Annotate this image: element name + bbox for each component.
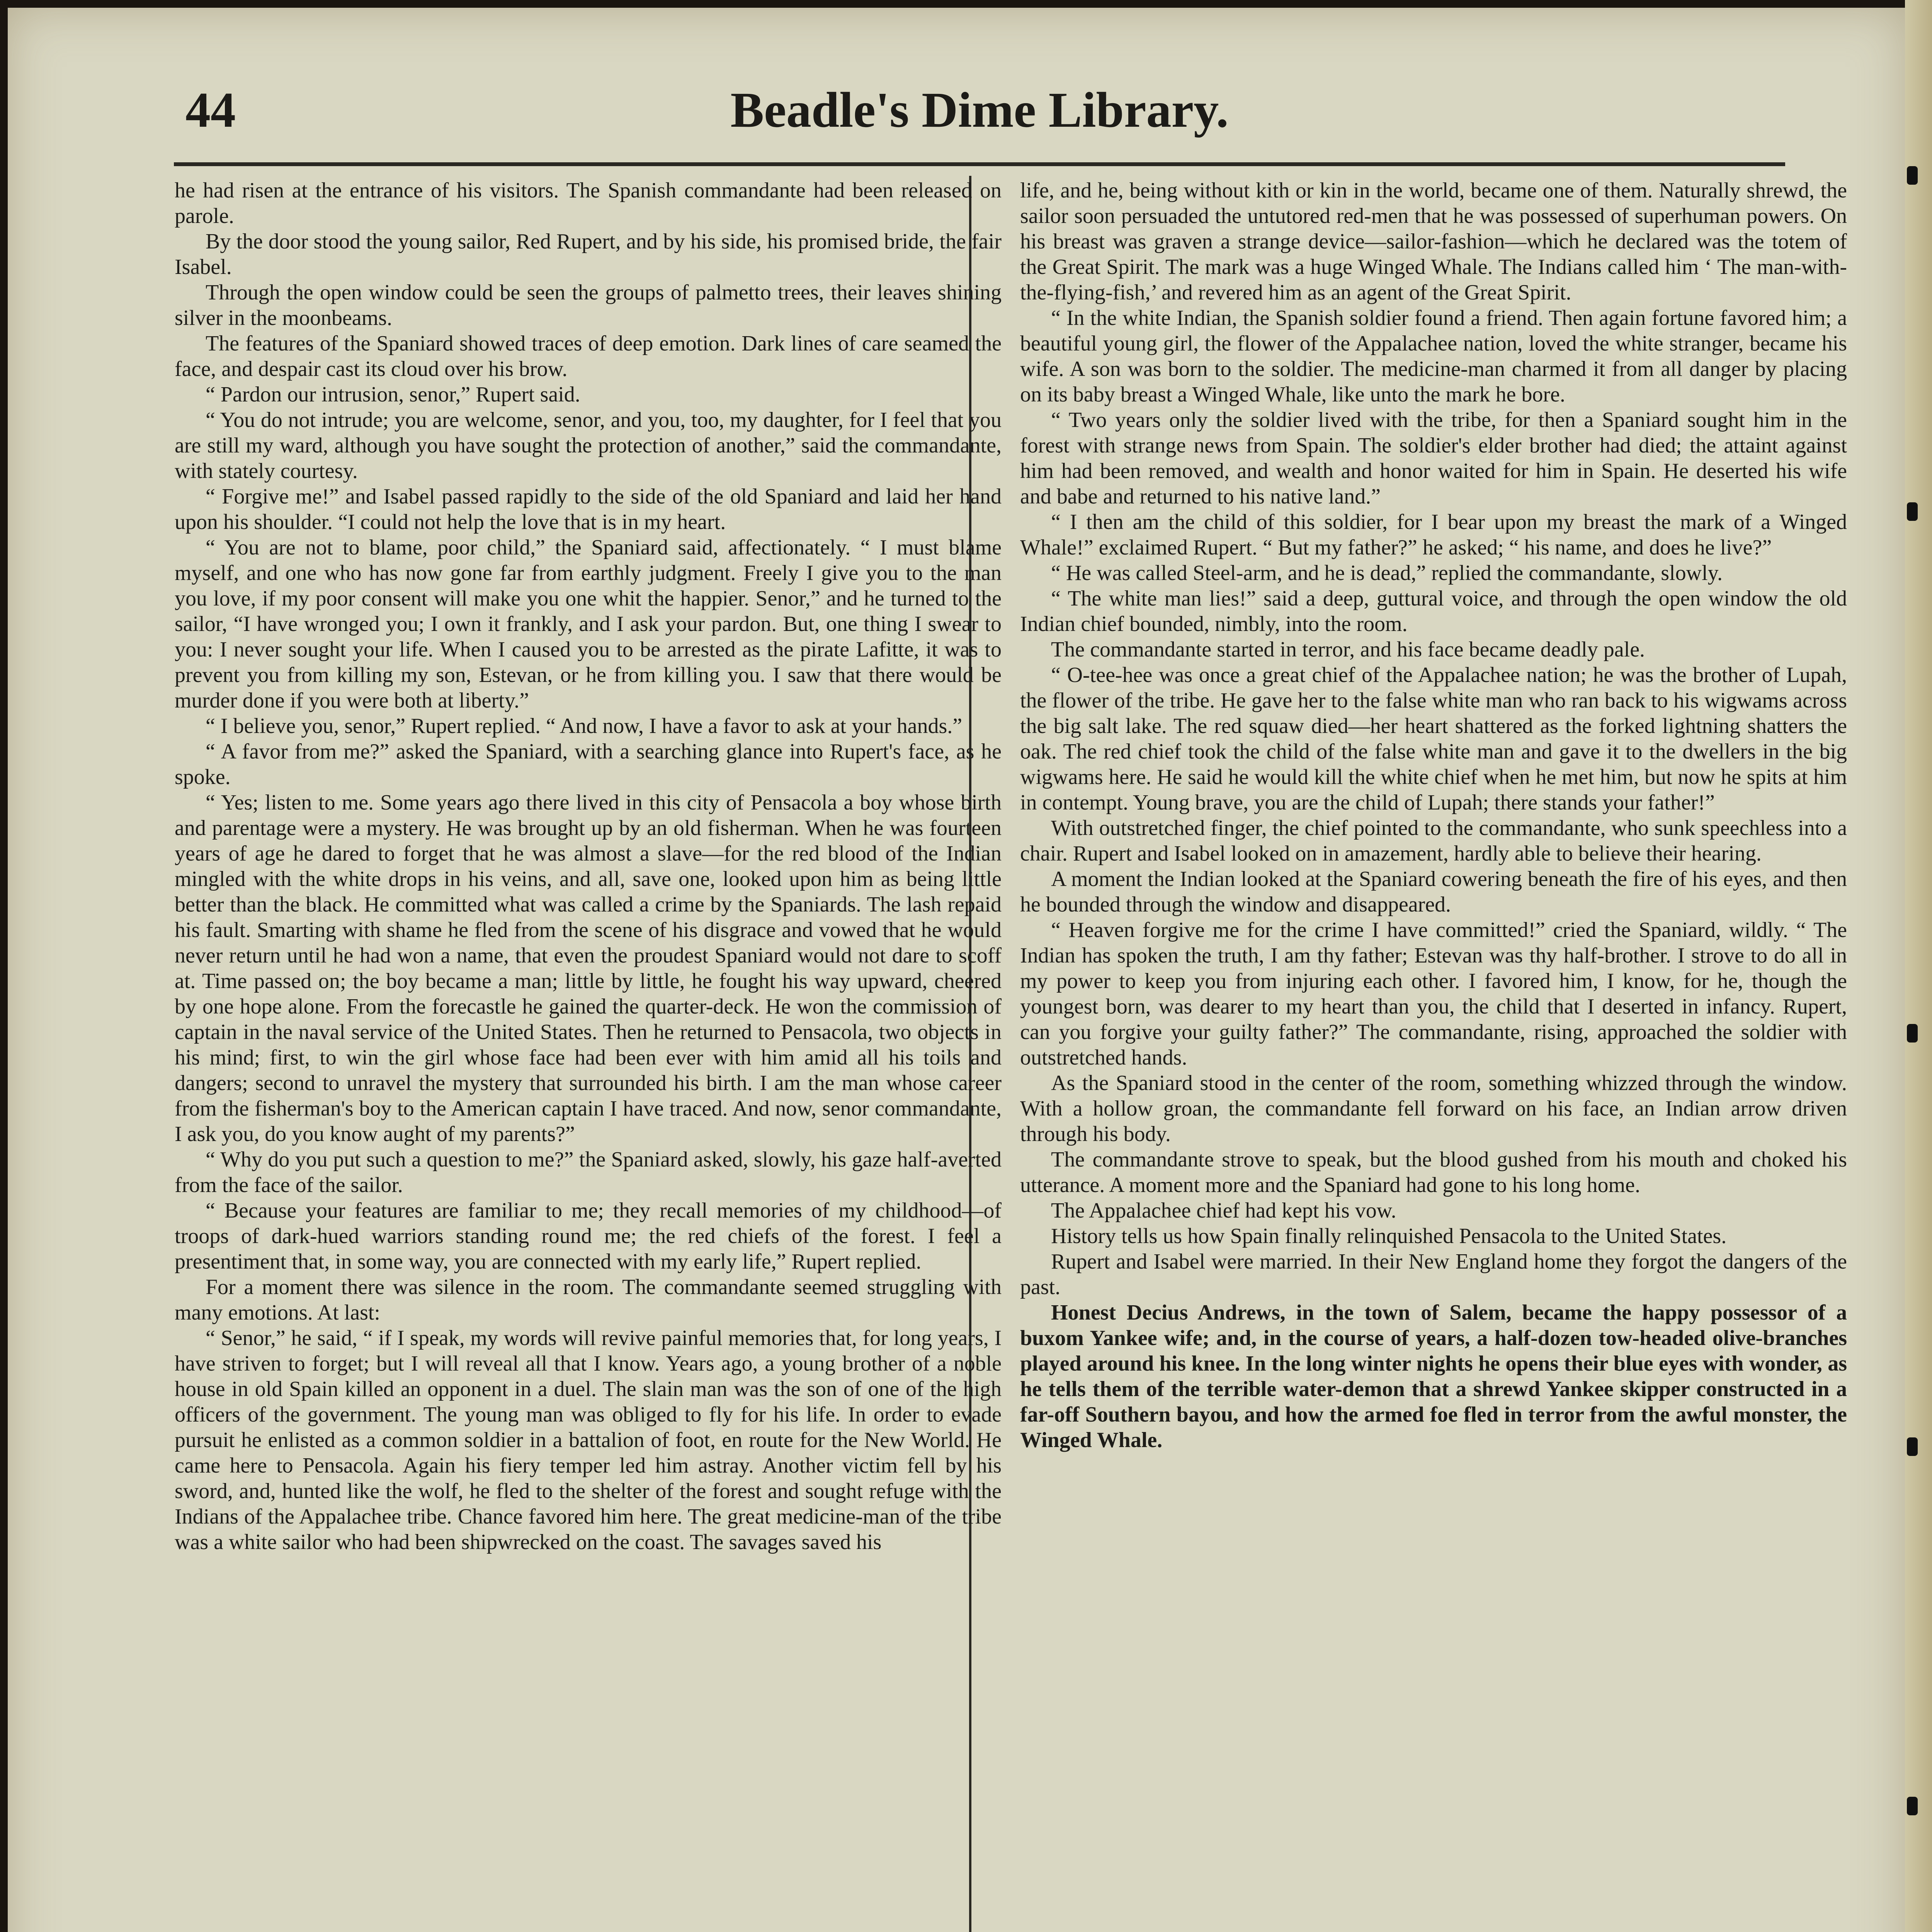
paragraph: “ I then am the child of this soldier, for I bear upon my breast the mark of a Winged Whale!” exclaimed Rupert. “ But my father?” he asked; “ his name, and does he live?” [1020,510,1847,560]
paragraph: Rupert and Isabel were married. In their New England home they forgot the dangers of the past. [1020,1250,1847,1299]
paragraph: “ Because your features are familiar to me; they recall memories of my childhood—of troops of dark-hued warriors standing round me; the red chiefs of the forest. I feel a presentiment that, in some way, you are connected with my early life,” Rupert replied. [175,1199,1002,1274]
binding-hole [1907,502,1918,521]
paragraph: “ Heaven forgive me for the crime I have committed!” cried the Spaniard, wildly. “ The Indian has spoken the truth, I am thy father; Estevan was thy half-brother. I strove to do all in my power to keep you from injuring each other. I favored him, I know, for he, though the youngest born, was dearer to my heart than you, the child that I deserted in infancy. Rupert, can you forgive your guilty father?” The commandante, rising, approached the soldier with outstretched hands. [1020,918,1847,1070]
paragraph: History tells us how Spain finally relinquished Pensacola to the United States. [1051,1224,1727,1248]
binding-hole [1907,1437,1918,1456]
page-header [174,77,1785,155]
paragraph: For a moment there was silence in the room. The commandante seemed struggling with many emotions. At last: [175,1275,1002,1325]
paragraph: Through the open window could be seen the groups of palmetto trees, their leaves shining silver in the moonbeams. [175,281,1002,330]
paragraph: “ In the white Indian, the Spanish soldier found a friend. Then again fortune favored him; a beautiful young girl, the flower of the Appalachee nation, loved the white stranger, became his wife. A son was born to the soldier. The medicine-man charmed it from all danger by placing on its baby breast a Winged Whale, like unto the mark he bore. [1020,306,1847,406]
paragraph: The Appalachee chief had kept his vow. [1051,1199,1396,1223]
paragraph: “ Forgive me!” and Isabel passed rapidly to the side of the old Spaniard and laid her hand upon his shoulder. “I could not help the love that is in my heart. [175,485,1002,534]
paragraph: By the door stood the young sailor, Red Rupert, and by his side, his promised bride, the fair Isabel. [175,230,1002,279]
paragraph: “ A favor from me?” asked the Spaniard, with a searching glance into Rupert's face, as he spoke. [175,740,1002,789]
paragraph: Honest Decius Andrews, in the town of Salem, became the happy possessor of a buxom Yankee wife; and, in the course of years, a half-dozen tow-headed olive-branches played around his knee. In the long winter nights he opens their blue eyes with wonder, as he tells them of the terrible water-demon that a shrewd Yankee skipper constructed in a far-off Southern bayou, and how the armed foe fled in terror from the awful monster, the Winged Whale. [1020,1301,1847,1452]
masthead-title: Beadle's Dime Library. [730,82,1229,138]
paragraph: With outstretched finger, the chief pointed to the commandante, who sunk speechless into a chair. Rupert and Isabel looked on in amazement, hardly able to believe their hearing. [1020,816,1847,866]
paragraph: “ You are not to blame, poor child,” the Spaniard said, affectionately. “ I must blame myself, and one who has now gone far from earthly judgment. Freely I give you to the man you love, if my poor consent will make you one whit the happier. Senor,” and he turned to the sailor, “I have wronged you; I own it frankly, and I ask your pardon. But, one thing I swear to you: I never sought your life. When I caused you to be arrested as the pirate Lafitte, it was to prevent you from killing my son, Estevan, or he from killing you. I saw that there would be murder done if you were both at liberty.” [175,536,1002,713]
paragraph: “ He was called Steel-arm, and he is dead,” replied the commandante, slowly. [1051,561,1723,585]
paragraph: The features of the Spaniard showed traces of deep emotion. Dark lines of care seamed the face, and despair cast its cloud over his brow. [175,332,1002,381]
paragraph: “ Two years only the soldier lived with the tribe, for then a Spaniard sought him in the forest with strange news from Spain. The soldier's elder brother had died; the attaint against him had been removed, and wealth and honor waited for him in Spain. He deserted his wife and babe and returned to his native land.” [1020,408,1847,509]
page-edge [1905,0,1932,1932]
paragraph: “ You do not intrude; you are welcome, senor, and you, too, my daughter, for I feel that you are still my ward, although you have sought the protection of another,” said the commandante, with stately courtesy. [175,408,1002,483]
left-column [175,178,1002,1932]
header-rule [174,162,1785,166]
page-number: 44 [185,82,236,138]
binding-hole [1907,1024,1918,1043]
paragraph: “ Senor,” he said, “ if I speak, my words will revive painful memories that, for long years, I have striven to forget; but I will reveal all that I know. Years ago, a young brother of a noble house in old Spain killed an opponent in a duel. The slain man was the son of one of the high officers of the government. The young man was obliged to fly for his life. In order to evade pursuit he enlisted as a common soldier in a battalion of foot, en route for the New World. He came here to Pensacola. Again his fiery temper led him astray. Another victim fell by his sword, and, hunted like the wolf, he fled to the shelter of the forest and sought refuge with the Indians of the Appalachee tribe. Chance favored him here. The great medicine-man of the tribe was a white sailor who had been shipwrecked on the coast. The savages saved his [175,1326,1002,1554]
paragraph: “ I believe you, senor,” Rupert replied. “ And now, I have a favor to ask at your hands.” [206,714,963,738]
paragraph: life, and he, being without kith or kin in the world, became one of them. Naturally shrewd, the sailor soon persuaded the untutored red-men that he was possessed of superhuman powers. On his breast was graven a strange device—sailor-fashion—which he declared was the totem of the Great Spirit. The mark was a huge Winged Whale. The Indians called him ‘ The man-with-the-flying-fish,’ and revered him as an agent of the Great Spirit. [1020,179,1847,304]
binding-hole [1907,1797,1918,1815]
paragraph: As the Spaniard stood in the center of the room, something whizzed through the window. With a hollow groan, the commandante fell forward on his face, an Indian arrow driven through his body. [1020,1071,1847,1146]
paragraph: The commandante started in terror, and his face became deadly pale. [1051,638,1645,662]
paragraph: he had risen at the entrance of his visitors. The Spanish commandante had been released on parole. [175,179,1002,228]
paragraph: A moment the Indian looked at the Spaniard cowering beneath the fire of his eyes, and then he bounded through the window and disappeared. [1020,867,1847,917]
right-column [1020,178,1847,1932]
paragraph: “ Yes; listen to me. Some years ago there lived in this city of Pensacola a boy whose birth and parentage were a mystery. He was brought up by an old fisherman. When he was fourteen years of age he dared to forget that he was almost a slave—for the red blood of the Indian mingled with the white drops in his veins, and all, save one, looked upon him as being little better than the black. He committed what was called a crime by the Spaniards. The lash repaid his fault. Smarting with shame he fled from the scene of his disgrace and vowed that he would never return until he had won a name, that even the proudest Spaniard would not dare to scoff at. Time passed on; the boy became a man; little by little, he fought his way upward, cheered by one hope alone. From the forecastle he gained the quarter-deck. He won the commission of captain in the naval service of the United States. Then he returned to Pensacola, two objects in his mind; first, to win the girl whose face had been ever with him amid all his toils and dangers; second to unravel the mystery that surrounded his birth. I am the man whose career from the fisherman's boy to the American captain I have traced. And now, senor commandante, I ask you, do you know aught of my parents?” [175,791,1002,1146]
binding-hole [1907,166,1918,185]
paragraph: The commandante strove to speak, but the blood gushed from his mouth and choked his utterance. A moment more and the Spaniard had gone to his long home. [1020,1148,1847,1197]
paragraph: “ O-tee-hee was once a great chief of the Appalachee nation; he was the brother of Lupah, the flower of the tribe. He gave her to the false white man who ran back to his wigwams across the big salt lake. The red squaw died—her heart shattered as the forked lightning shatters the oak. The red chief took the child of the false white man and gave it to the dwellers in the big wigwams here. He said he would kill the white chief when he met him, but now he spits at him in contempt. Young brave, you are the child of Lupah; there stands your father!” [1020,663,1847,815]
paragraph: “ Pardon our intrusion, senor,” Rupert said. [206,383,580,406]
paragraph: “ The white man lies!” said a deep, guttural voice, and through the open window the old Indian chief bounded, nimbly, into the room. [1020,587,1847,636]
paragraph: “ Why do you put such a question to me?” the Spaniard asked, slowly, his gaze half-averted from the face of the sailor. [175,1148,1002,1197]
